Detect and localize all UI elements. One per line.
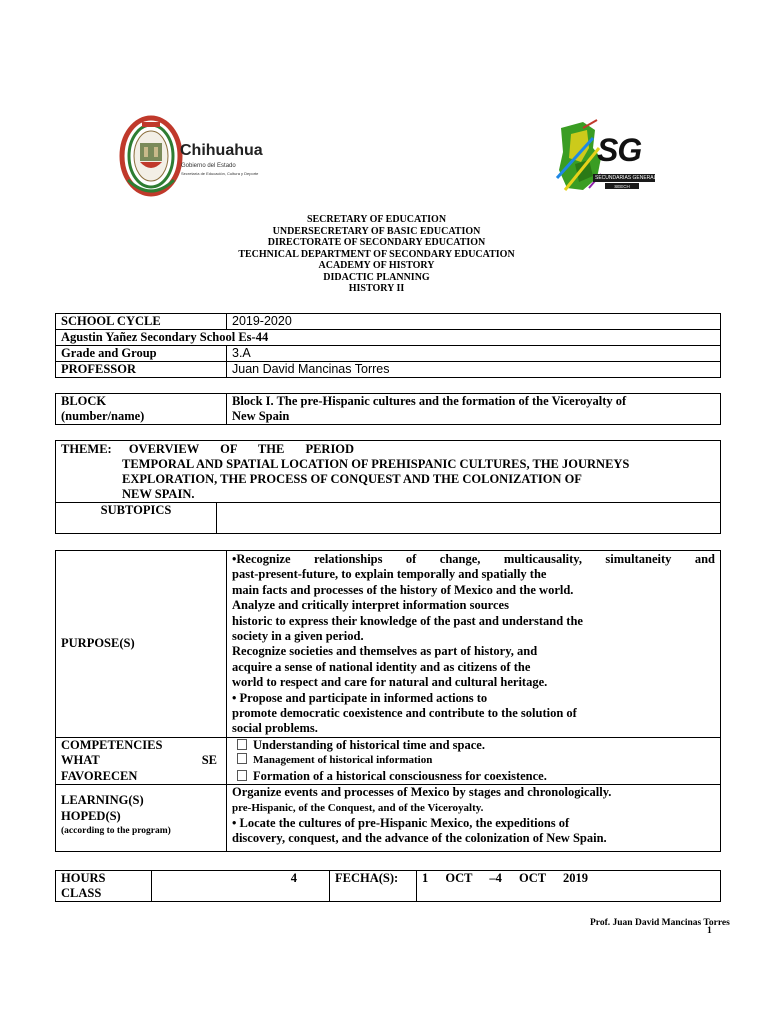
block-value xyxy=(227,394,721,425)
learning-line: Organize events and processes of Mexico by stages and chronologically. xyxy=(232,785,612,800)
competency-text: Understanding of historical time and space. xyxy=(253,737,485,752)
purpose-line: historic to express their knowledge of the past and understand the xyxy=(232,613,583,628)
header-line: SECRETARY OF EDUCATION xyxy=(306,214,447,225)
purpose-line: main facts and processes of the history of Mexico and the world. xyxy=(232,582,574,597)
block-value-line2: New Spain xyxy=(232,409,290,423)
learning-line: pre-Hispanic, of the Conquest, and of the Viceroyalty. xyxy=(232,801,484,814)
block-label-line2: (number/name) xyxy=(61,409,145,423)
header-line: UNDERSECRETARY OF BASIC EDUCATION xyxy=(272,225,481,237)
missing-glyph-icon xyxy=(237,770,247,781)
missing-glyph-icon xyxy=(237,739,247,750)
purpose-table xyxy=(55,550,721,852)
hours-label xyxy=(56,871,152,902)
professor-label: PROFESSOR xyxy=(56,362,227,378)
chihuahua-logo-sub1: Gobierno del Estado xyxy=(181,163,236,169)
purpose-line: society in a given period. xyxy=(232,629,364,644)
theme-line3: EXPLORATION, THE PROCESS OF CONQUEST AND THE COLONIZATION OF xyxy=(122,472,582,486)
table-row xyxy=(56,871,721,902)
learning-line: • Locate the cultures of pre-Hispanic Mexico, the expeditions of xyxy=(232,815,570,830)
header-line: DIRECTORATE OF SECONDARY EDUCATION xyxy=(267,237,486,248)
table-row xyxy=(56,314,721,330)
learning-label-line3: (according to the program) xyxy=(61,825,171,836)
purpose-line: acquire a sense of national identity and as citizens of the xyxy=(232,659,531,674)
competencies-label-what: WHAT xyxy=(61,753,100,768)
purpose-line: Analyze and critically interpret information sources xyxy=(232,598,509,613)
hours-value: 4 xyxy=(152,871,330,902)
purpose-label: PURPOSE(S) xyxy=(56,551,227,738)
table-row xyxy=(56,737,721,784)
table-row xyxy=(56,362,721,378)
table-row xyxy=(56,785,721,852)
fecha-label: FECHA(S): xyxy=(330,871,417,902)
header-line: DIDACTIC PLANNING xyxy=(323,271,430,283)
sg-logo-sub1: SECUNDARIAS GENERALES xyxy=(595,175,664,181)
document-header xyxy=(0,214,768,295)
grade-label: Grade and Group xyxy=(56,346,227,362)
learning-label-line1: LEARNING(S) xyxy=(61,793,144,808)
purpose-line: past-present-future, to explain temporally and spatially the xyxy=(232,567,547,582)
theme-table xyxy=(55,440,721,534)
table-row xyxy=(56,346,721,362)
theme-line4: NEW SPAIN. xyxy=(122,487,195,501)
competencies-label-line1: COMPETENCIES xyxy=(61,737,163,752)
purpose-line: social problems. xyxy=(232,721,318,736)
competencies-label-se: SE xyxy=(201,753,217,768)
school-name: Agustin Yañez Secondary School Es-44 xyxy=(56,330,721,346)
missing-glyph-icon xyxy=(237,753,247,764)
competency-text: Management of historical information xyxy=(253,754,433,767)
purpose-line: • Propose and participate in informed actions to xyxy=(232,690,488,705)
competencies-list xyxy=(227,737,721,784)
footer-author: Prof. Juan David Mancinas Torres xyxy=(590,918,730,928)
school-cycle-label: SCHOOL CYCLE xyxy=(56,314,227,330)
professor-value: Juan David Mancinas Torres xyxy=(227,362,721,378)
hours-table xyxy=(55,870,721,902)
table-row xyxy=(56,503,721,534)
purpose-line: world to respect and care for natural and cultural heritage. xyxy=(232,675,548,690)
competencies-label-line3: FAVORECEN xyxy=(61,768,138,783)
header-line: ACADEMY OF HISTORY xyxy=(318,260,435,271)
block-label-line1: BLOCK xyxy=(61,394,107,408)
subtopics-label: SUBTOPICS xyxy=(56,503,217,534)
list-item xyxy=(237,753,715,768)
hours-label-line2: CLASS xyxy=(61,886,102,900)
header-line: TECHNICAL DEPARTMENT OF SECONDARY EDUCATION xyxy=(238,248,515,260)
learning-line: discovery, conquest, and the advance of the colonization of New Spain. xyxy=(232,831,607,846)
chihuahua-logo-text: Chihuahua xyxy=(180,142,263,159)
theme-cell xyxy=(56,441,721,503)
learning-label-line2: HOPED(S) xyxy=(61,808,121,823)
theme-label: THEME: xyxy=(61,442,112,456)
sg-logo-sub2: SEECH xyxy=(614,184,630,189)
learning-label xyxy=(56,785,227,852)
block-value-line1: Block I. The pre-Hispanic cultures and the formation of the Viceroyalty of xyxy=(232,394,627,408)
chihuahua-logo xyxy=(118,110,263,205)
secundarias-generales-logo xyxy=(553,118,663,198)
table-row xyxy=(56,394,721,425)
theme-line1: OVERVIEW OF THE PERIOD xyxy=(128,442,355,456)
competency-text: Formation of a historical consciousness for coexistence. xyxy=(253,768,547,783)
page-number: 1 xyxy=(707,926,712,936)
list-item xyxy=(237,738,715,753)
table-row xyxy=(56,551,721,738)
list-item xyxy=(237,769,715,784)
block-label xyxy=(56,394,227,425)
table-row xyxy=(56,330,721,346)
learning-text xyxy=(227,785,721,852)
header-line: HISTORY II xyxy=(348,283,405,294)
school-cycle-value: 2019-2020 xyxy=(227,314,721,330)
school-info-table xyxy=(55,313,721,378)
grade-value: 3.A xyxy=(227,346,721,362)
subtopics-value xyxy=(217,503,721,534)
theme-line2: TEMPORAL AND SPATIAL LOCATION OF PREHISPANIC CULTURES, THE JOURNEYS xyxy=(122,457,630,471)
hours-label-line1: HOURS xyxy=(61,871,106,885)
table-row xyxy=(56,441,721,503)
block-table xyxy=(55,393,721,425)
sg-logo-text: SG xyxy=(597,132,642,168)
purpose-line: •Recognize relationships of change, multicausality, simultaneity and xyxy=(232,552,715,566)
fecha-value: 1 OCT –4 OCT 2019 xyxy=(417,871,721,902)
purpose-text xyxy=(227,551,721,738)
purpose-line: Recognize societies and themselves as part of history, and xyxy=(232,644,538,659)
purpose-line: promote democratic coexistence and contribute to the solution of xyxy=(232,706,577,721)
competencies-label xyxy=(56,737,227,784)
chihuahua-logo-sub2: Secretaría de Educación, Cultura y Deporte xyxy=(181,171,259,176)
